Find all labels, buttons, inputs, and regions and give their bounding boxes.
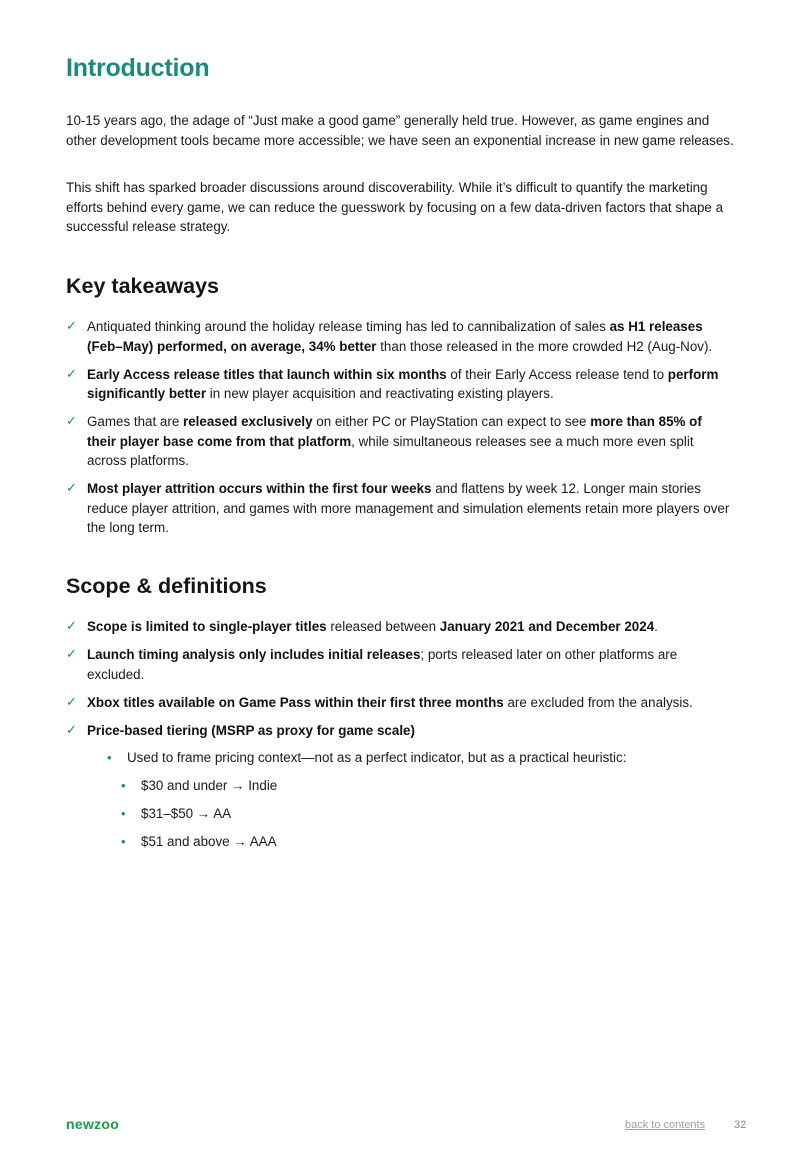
- check-icon: ✓: [66, 647, 77, 662]
- sub-list-item: • Used to frame pricing context—not as a perfect indicator, but as a practical heuristic:: [107, 748, 734, 768]
- back-to-contents-link[interactable]: back to contents: [625, 1119, 706, 1131]
- list-item: ✓ Launch timing analysis only includes initial releases; ports released later on other platforms are excluded.: [66, 647, 678, 682]
- tier-item: • $51 and above → AAA: [121, 832, 734, 852]
- scope-title: Scope & definitions: [66, 574, 267, 598]
- key-takeaways-list: [66, 317, 734, 546]
- bullet-icon: •: [121, 806, 126, 821]
- bullet-icon: •: [107, 750, 112, 765]
- list-item: ✓ Antiquated thinking around the holiday release timing has led to cannibalization of sales as H1 releases (Feb–May) performed, on average, 34% better than those released in the more crowded H2 (Aug-Nov).: [66, 319, 713, 354]
- check-icon: ✓: [66, 619, 77, 634]
- key-takeaways-title: Key takeaways: [66, 274, 219, 298]
- list-item: ✓ Xbox titles available on Game Pass within their first three months are excluded from the analysis.: [66, 693, 734, 713]
- check-icon: ✓: [66, 414, 77, 429]
- list-item: ✓ Early Access release titles that launch within six months of their Early Access release tend to perform significantly better in new player acquisition and reactivating existing players.: [66, 366, 719, 401]
- check-icon: ✓: [66, 319, 77, 334]
- check-icon: ✓: [66, 722, 77, 738]
- tier-item: • $31–$50 → AA: [121, 804, 734, 824]
- list-item: ✓ Most player attrition occurs within the first four weeks and flattens by week 12. Longer main stories reduce player attrition, and games with more management and simulation elements retain more players over the long term.: [66, 481, 730, 535]
- list-item: ✓ Price-based tiering (MSRP as proxy for game scale) • Used to frame pricing context—not as a perfect indicator, but as a practical heuristic: • $30 and under → Indie • $31–$50 → AA • $51 and above → AAA: [66, 721, 734, 852]
- intro-paragraph-1: 10-15 years ago, the adage of “Just make a good game” generally held true. However, as game engines and other development tools became more accessible; we have seen an exponential increase in new game releases.: [66, 113, 734, 148]
- tier-item: • $30 and under → Indie: [121, 776, 734, 796]
- bullet-icon: •: [121, 834, 126, 849]
- check-icon: ✓: [66, 694, 77, 710]
- check-icon: ✓: [66, 481, 77, 496]
- page-number: 32: [734, 1119, 747, 1131]
- newzoo-logo: newzoo: [66, 1116, 120, 1132]
- intro-paragraph-2: This shift has sparked broader discussions around discoverability. While it’s difficult to quantify the marketing efforts behind every game, we can reduce the guesswork by focusing on a few data-driven factors that shape a successful release strategy.: [66, 180, 724, 234]
- scope-list: [66, 617, 734, 860]
- bullet-icon: •: [121, 778, 126, 793]
- list-item: ✓ Scope is limited to single-player titles released between January 2021 and December 2024.: [66, 617, 734, 637]
- list-item: ✓ Games that are released exclusively on either PC or PlayStation can expect to see more than 85% of their player base come from that platform, while simultaneous releases see a much more even split across platforms.: [66, 414, 702, 468]
- intro-title: Introduction: [66, 54, 210, 82]
- check-icon: ✓: [66, 366, 77, 382]
